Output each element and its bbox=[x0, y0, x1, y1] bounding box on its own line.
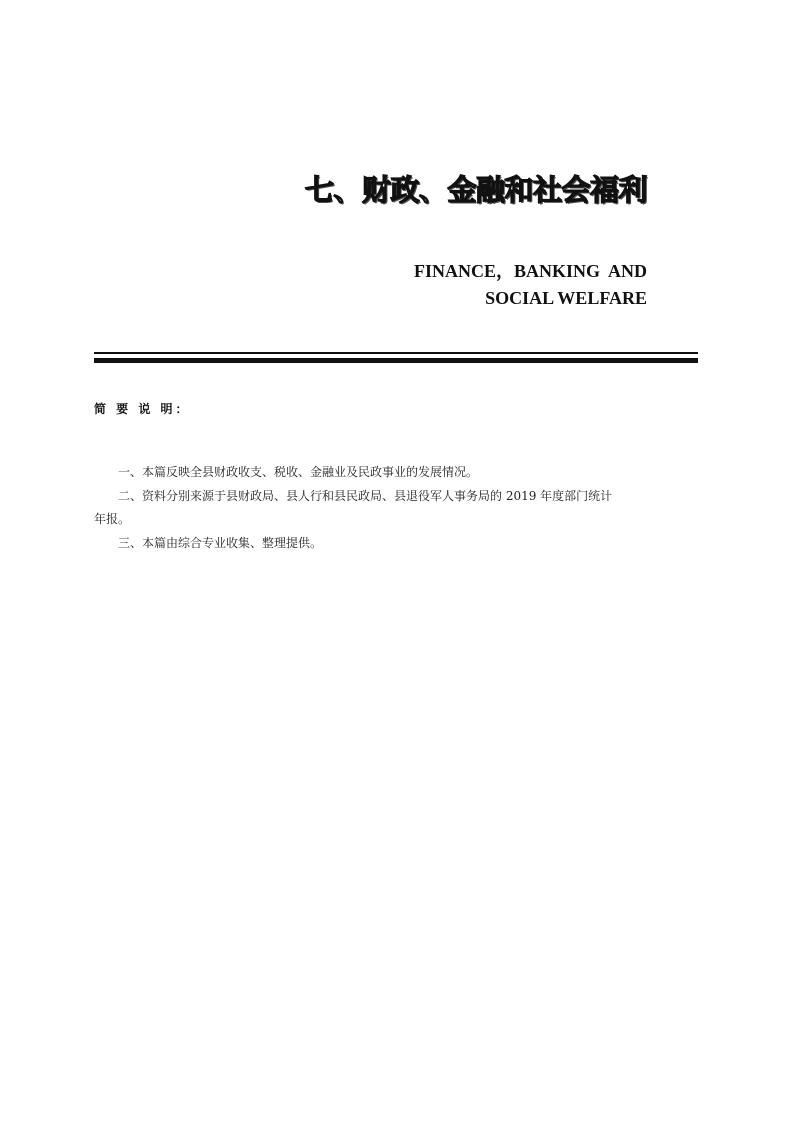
chapter-title-cn: 七、财政、金融和社会福利 bbox=[304, 173, 647, 207]
note-item-2-line2: 年报。 bbox=[94, 512, 131, 526]
note-item-1: 一、本篇反映全县财政收支、税收、金融业及民政事业的发展情况。 bbox=[118, 465, 479, 479]
notes-heading: 简 要 说 明： bbox=[94, 402, 191, 416]
divider-thin bbox=[94, 352, 698, 354]
divider-thick bbox=[94, 358, 698, 363]
chapter-title-en-line2: SOCIAL WELFARE bbox=[485, 288, 647, 308]
notes-body bbox=[94, 461, 694, 555]
chapter-title-en-line1: FINANCE，BANKING AND bbox=[413, 261, 647, 281]
note-item-2-line1: 二、资料分别来源于县财政局、县人行和县民政局、县退役军人事务局的 2019 年度部门统计 bbox=[118, 488, 613, 503]
note-item-3: 三、本篇由综合专业收集、整理提供。 bbox=[118, 535, 323, 550]
chapter-title-en bbox=[414, 258, 647, 312]
